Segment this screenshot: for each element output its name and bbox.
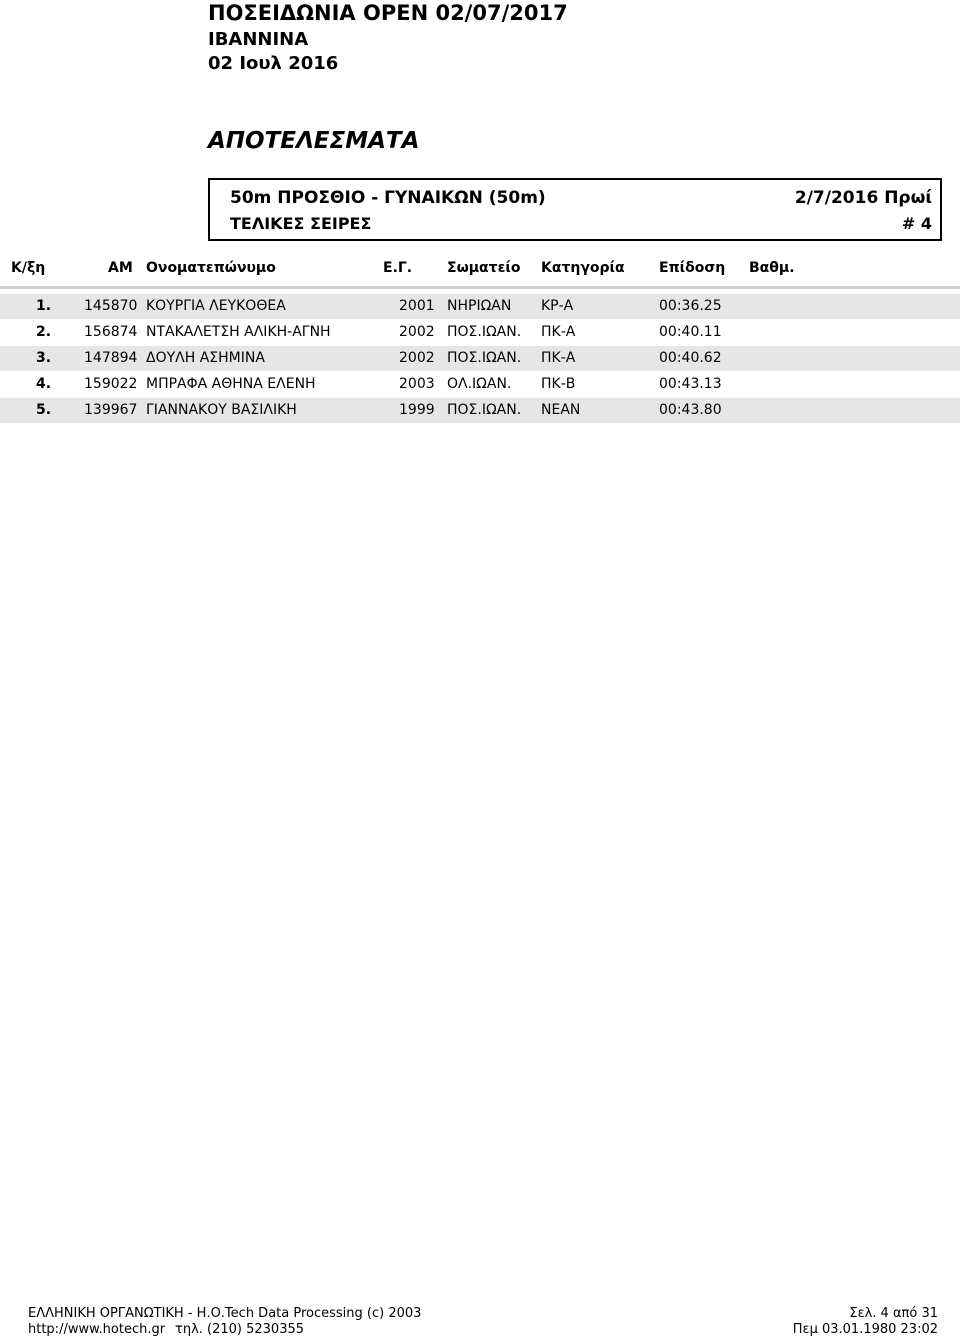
header-divider — [0, 286, 960, 289]
col-header-name: Ονοματεπώνυμο — [146, 260, 276, 276]
footer-organization: ΕΛΛΗΝΙΚΗ ΟΡΓΑΝΩΤΙΚΗ - Η.Ο.Tech Data Processing (c) 2003 — [28, 1306, 422, 1321]
am-cell: 147894 — [84, 350, 138, 366]
am-cell: 156874 — [84, 324, 138, 340]
am-cell: 139967 — [84, 402, 138, 418]
year-cell: 2003 — [399, 376, 435, 392]
name-cell: ΔΟΥΛΗ ΑΣΗΜΙΝΑ — [146, 350, 265, 366]
club-cell: ΟΛ.ΙΩΑΝ. — [447, 376, 512, 392]
col-header-rank: Κ/ξη — [11, 260, 46, 276]
am-cell: 145870 — [84, 298, 138, 314]
footer-timestamp: Πεμ 03.01.1980 23:02 — [792, 1322, 938, 1337]
category-cell: ΚΡ-Α — [541, 298, 574, 314]
rank-cell: 2. — [36, 324, 52, 340]
col-header-year: Ε.Γ. — [383, 260, 413, 276]
year-cell: 2002 — [399, 350, 435, 366]
event-box — [208, 178, 942, 241]
performance-cell: 00:40.62 — [659, 350, 722, 366]
rank-cell: 1. — [36, 298, 52, 314]
footer-phone: τηλ. (210) 5230355 — [175, 1322, 305, 1337]
col-header-points: Βαθμ. — [749, 260, 795, 276]
col-header-category: Κατηγορία — [541, 260, 625, 276]
rank-cell: 5. — [36, 402, 52, 418]
year-cell: 2001 — [399, 298, 435, 314]
club-cell: ΠΟΣ.ΙΩΑΝ. — [447, 350, 522, 366]
meet-date: 02 Ιουλ 2016 — [208, 53, 339, 74]
meet-title: ΠΟΣΕΙΔΩΝΙΑ OPEN 02/07/2017 — [208, 1, 568, 25]
category-cell: ΠΚ-Α — [541, 350, 576, 366]
category-cell: ΠΚ-Α — [541, 324, 576, 340]
name-cell: ΝΤΑΚΑΛΕΤΣΗ ΑΛΙΚΗ-ΑΓΝΗ — [146, 324, 331, 340]
am-cell: 159022 — [84, 376, 138, 392]
name-cell: ΜΠΡΑΦΑ ΑΘΗΝΑ ΕΛΕΝΗ — [146, 376, 316, 392]
footer-url-link[interactable]: http://www.hotech.gr — [28, 1322, 166, 1337]
col-header-performance: Επίδοση — [659, 260, 726, 276]
club-cell: ΠΟΣ.ΙΩΑΝ. — [447, 324, 522, 340]
table-row — [0, 320, 960, 345]
name-cell: ΚΟΥΡΓΙΑ ΛΕΥΚΟΘΕΑ — [146, 298, 286, 314]
year-cell: 1999 — [399, 402, 435, 418]
event-heat: # 4 — [901, 214, 932, 233]
club-cell: ΝΗΡΙΩΑΝ — [447, 298, 512, 314]
table-row — [0, 398, 960, 423]
rank-cell: 3. — [36, 350, 52, 366]
performance-cell: 00:43.80 — [659, 402, 722, 418]
results-heading: ΑΠΟΤΕΛΕΣΜΑΤΑ — [208, 128, 420, 154]
performance-cell: 00:36.25 — [659, 298, 722, 314]
year-cell: 2002 — [399, 324, 435, 340]
table-row — [0, 372, 960, 397]
performance-cell: 00:40.11 — [659, 324, 722, 340]
col-header-club: Σωματείο — [447, 260, 521, 276]
category-cell: ΝΕΑΝ — [541, 402, 581, 418]
event-round: ΤΕΛΙΚΕΣ ΣΕΙΡΕΣ — [230, 214, 372, 233]
event-datetime: 2/7/2016 Πρωί — [794, 188, 932, 208]
meet-city: ΙΒΑΝΝΙΝΑ — [208, 29, 309, 50]
club-cell: ΠΟΣ.ΙΩΑΝ. — [447, 402, 522, 418]
rank-cell: 4. — [36, 376, 52, 392]
col-header-am: AM — [108, 260, 133, 276]
name-cell: ΓΙΑΝΝΑΚΟΥ ΒΑΣΙΛΙΚΗ — [146, 402, 297, 418]
table-row — [0, 294, 960, 319]
event-name: 50m ΠΡΟΣΘΙΟ - ΓΥΝΑΙΚΩΝ (50m) — [230, 188, 546, 208]
column-headers — [0, 260, 960, 284]
performance-cell: 00:43.13 — [659, 376, 722, 392]
category-cell: ΠΚ-Β — [541, 376, 576, 392]
footer-page-number: Σελ. 4 από 31 — [849, 1306, 938, 1321]
table-row — [0, 346, 960, 371]
